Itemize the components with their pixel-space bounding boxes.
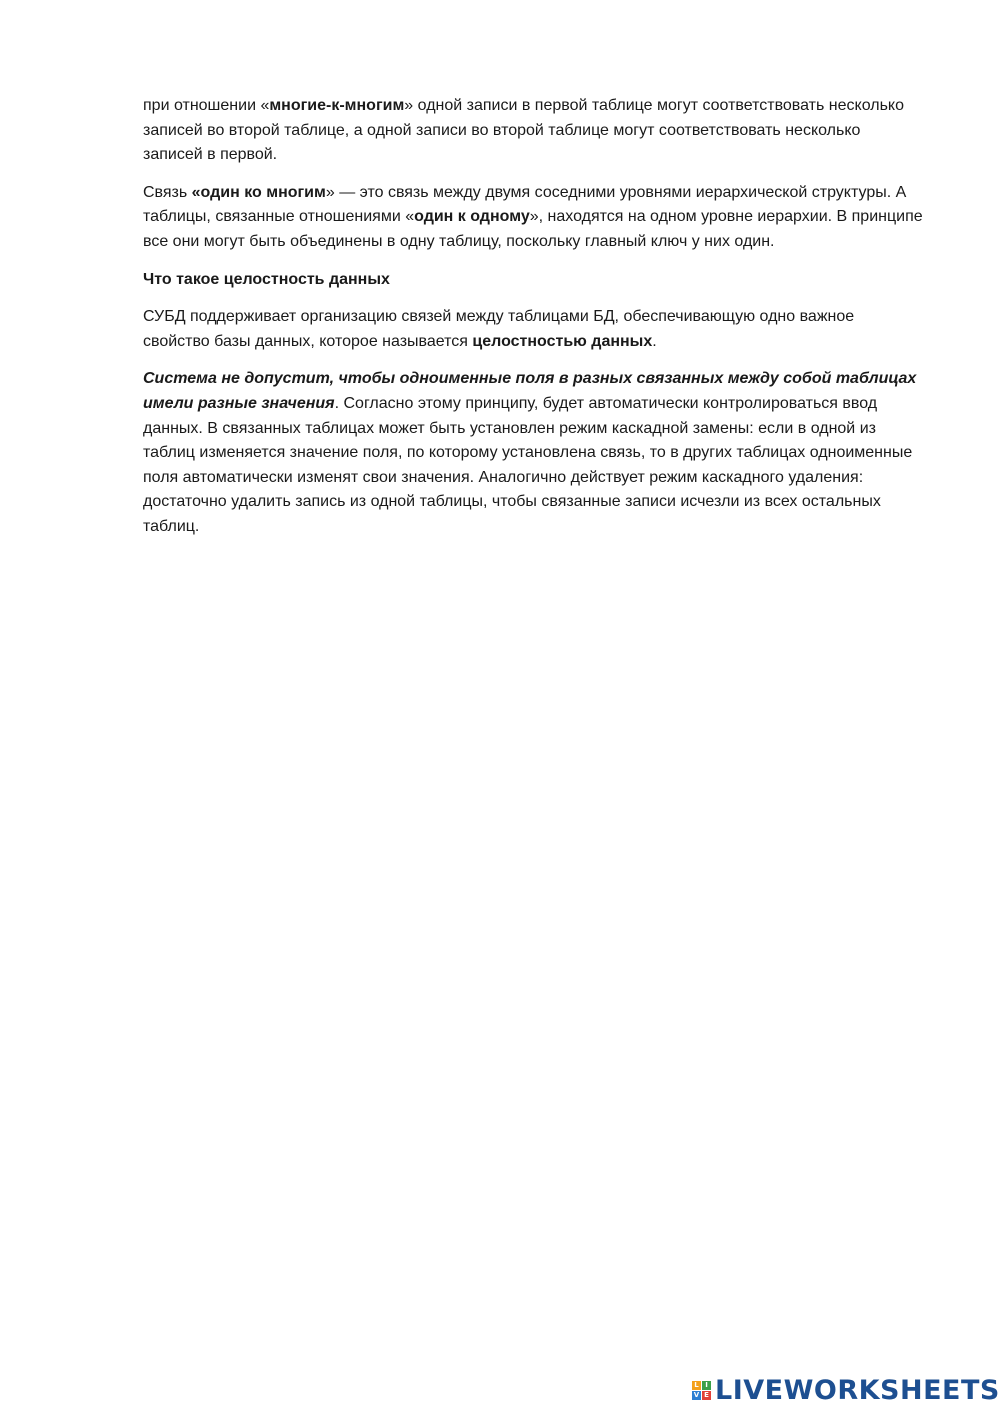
paragraph-many-to-many — [143, 94, 923, 168]
paragraph-dbms-integrity — [143, 305, 923, 354]
term-data-integrity: целостностью данных — [472, 332, 653, 350]
section-heading: Что такое целостность данных — [143, 270, 390, 288]
logo-letter: V — [693, 1390, 700, 1399]
text-run: », находятся на одном уровне иерархии. В принципе все они могут быть объединены в одну таблицу, поскольку главный ключ у них один. — [143, 208, 923, 250]
logo-mark-icon — [692, 1381, 711, 1400]
logo-letter: I — [702, 1381, 711, 1390]
liveworksheets-logo — [692, 1372, 1000, 1408]
term-one-to-many: «один ко многим — [191, 183, 326, 201]
term-one-to-one: один к одному — [414, 208, 530, 226]
term-many-to-many: многие-к-многим — [269, 97, 405, 114]
text-run: СУБД поддерживает организацию связей между таблицами БД, обеспечивающую одно важное свойство базы данных, которое называется — [143, 308, 855, 350]
text-run: . — [652, 332, 657, 350]
text-run: » одной записи в первой таблице могут соответствовать несколько записей во второй таблице, а одной записи во второй таблице могут соответствовать несколько записей в первой. — [143, 97, 904, 164]
paragraph-one-to-many — [143, 181, 923, 255]
text-run: . Согласно этому принципу, будет автоматически контролироваться ввод данных. В связанных таблицах может быть установлен режим каскадной замены: если в одной из таблиц изменяется значение поля, по которому установлена связь, то в других таблицах одноименные поля автоматически изменят свои значения. Аналогично действует режим каскадного удаления: достаточно удалить запись из одной таблицы, чтобы связанные записи исчезли из всех остальных таблиц. — [143, 394, 913, 535]
text-run: » — это связь между двумя соседними уровнями иерархической структуры. А таблицы, связанные отношениями « — [143, 183, 907, 226]
text-run: Связь — [143, 183, 192, 201]
logo-text: LIVEWORKSHEETS — [715, 1374, 1000, 1406]
logo-letter: E — [702, 1391, 711, 1400]
logo-letter: L — [692, 1381, 701, 1390]
emphasis-rule: Система не допустит, чтобы одноименные поля в разных связанных между собой таблицах имели разные значения — [143, 370, 917, 412]
text-run: при отношении « — [143, 97, 270, 114]
paragraph-cascade — [143, 367, 923, 539]
document-body — [143, 94, 923, 553]
